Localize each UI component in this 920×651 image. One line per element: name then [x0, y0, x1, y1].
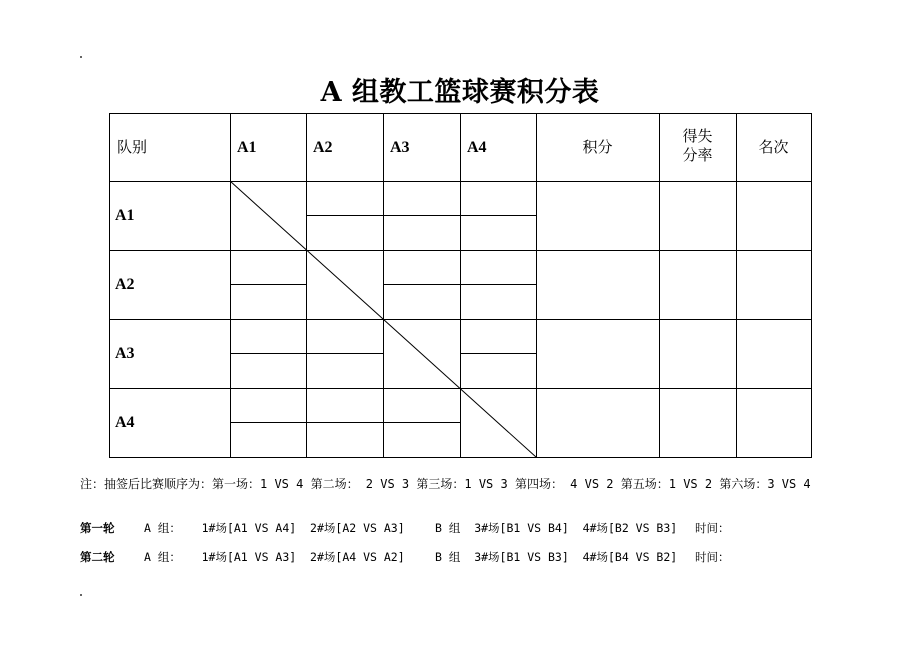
row-label-a2: A2	[115, 276, 135, 293]
header-ratio-line2: 分率	[682, 146, 713, 164]
row-label-a1: A1	[115, 207, 135, 224]
row-label-a4: A4	[115, 414, 135, 431]
round-1-time: 时间：	[695, 521, 730, 535]
round-1-group-a: A 组： 1#场[A1 VS A4] 2#场[A2 VS A3]	[144, 521, 405, 535]
header-col-a3: A3	[390, 139, 410, 156]
round-1-group-b: B 组 3#场[B1 VS B4] 4#场[B2 VS B3]	[435, 521, 678, 535]
header-points: 积分	[582, 138, 613, 156]
round-1-label: 第一轮	[80, 521, 115, 535]
row-label-a3: A3	[115, 345, 135, 362]
header-team: 队别	[117, 138, 148, 156]
header-col-a2: A2	[313, 139, 333, 156]
header-rank: 名次	[758, 138, 789, 156]
round-2	[80, 549, 840, 565]
header-col-a4: A4	[467, 139, 487, 156]
round-2-time: 时间：	[695, 550, 730, 564]
header-ratio-line1: 得失	[682, 127, 713, 145]
round-2-group-a: A 组： 1#场[A1 VS A3] 2#场[A4 VS A2]	[144, 550, 405, 564]
round-2-group-b: B 组 3#场[B1 VS B3] 4#场[B4 VS B2]	[435, 550, 678, 564]
match-order-note: 注：抽签后比赛顺序为：第一场：1 VS 4 第二场： 2 VS 3 第三场：1 VS 3 第四场： 4 VS 2 第五场：1 VS 2 第六场：3 VS 4	[80, 477, 811, 491]
round-1	[80, 520, 840, 536]
page-title: A 组教工篮球赛积分表	[320, 77, 600, 108]
header-col-a1: A1	[237, 139, 257, 156]
round-2-label: 第二轮	[80, 550, 115, 564]
